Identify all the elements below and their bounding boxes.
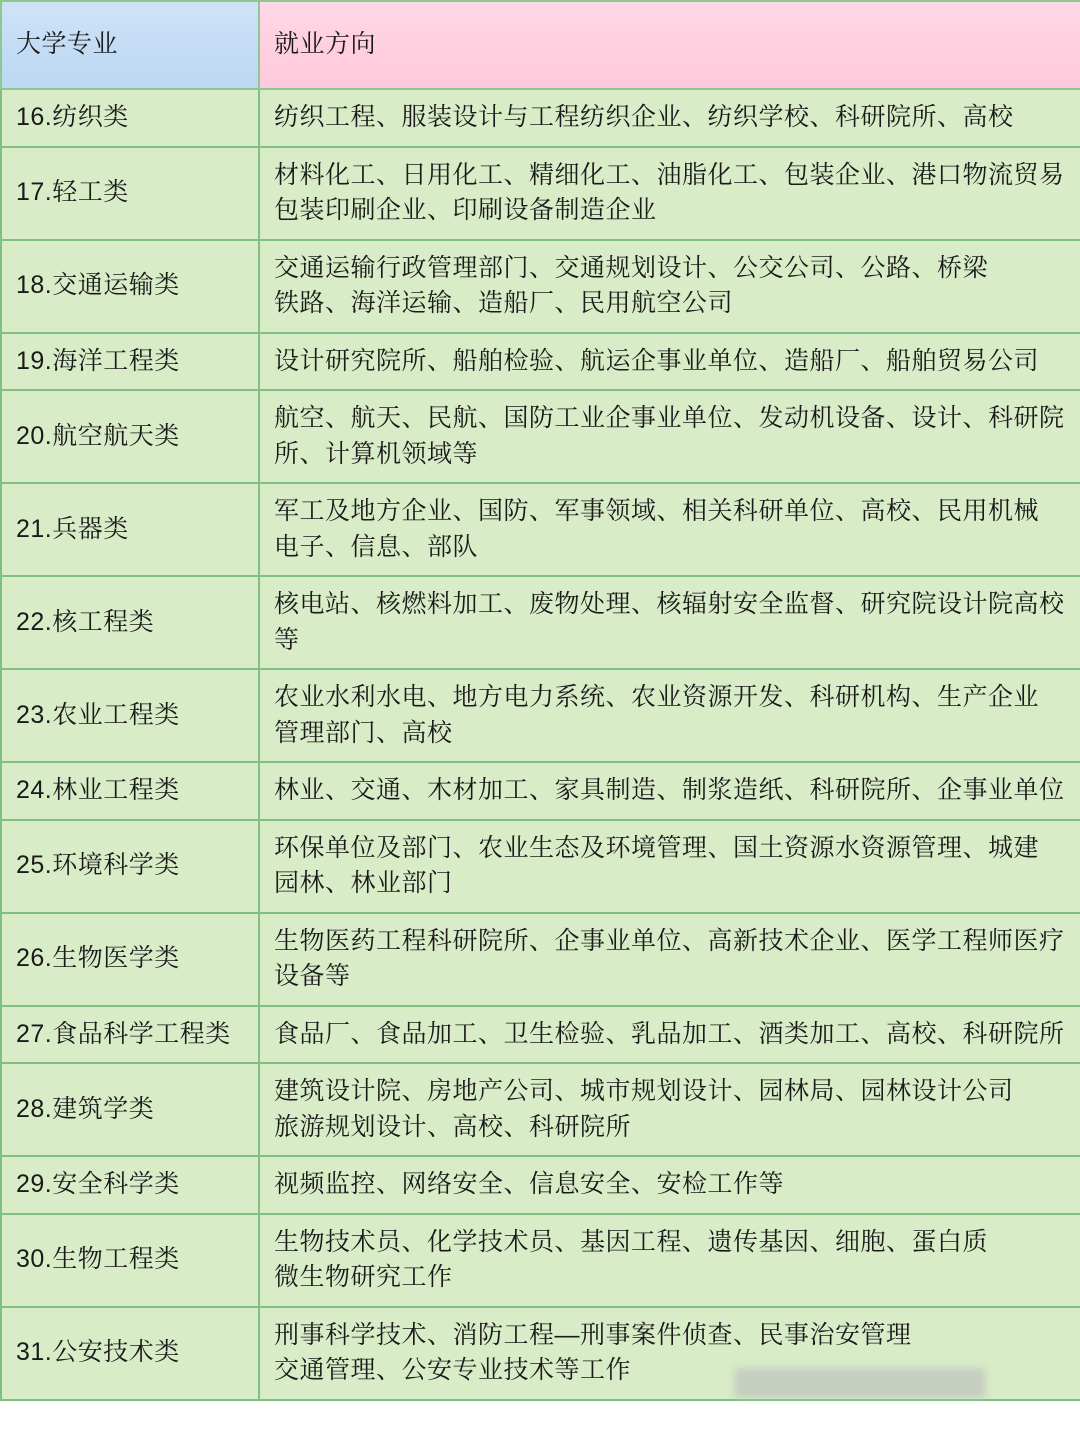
table-row [1,1063,1080,1156]
cell-major: 22.核工程类 [1,576,259,669]
cell-major: 27.食品科学工程类 [1,1006,259,1064]
cell-line: 微生物研究工作 [274,1263,453,1291]
cell-line: 生物医药工程科研院所、企事业单位、高新技术企业、医学工程师医疗 [274,926,1065,955]
cell-major: 28.建筑学类 [1,1063,259,1156]
cell-direction [259,1214,1080,1307]
cell-line: 航空、航天、民航、国防工业企事业单位、发动机设备、设计、科研院 [274,404,1065,432]
cell-major: 20.航空航天类 [1,390,259,483]
cell-direction [259,913,1080,1006]
cell-line: 交通运输行政管理部门、交通规划设计、公交公司、公路、桥梁 [274,253,989,282]
cell-major: 30.生物工程类 [1,1214,259,1307]
cell-line: 设计研究院所、船舶检验、航运企事业单位、造船厂、船舶贸易公司 [274,346,1040,375]
cell-line: 军工及地方企业、国防、军事领域、相关科研单位、高校、民用机械 [274,497,1040,525]
table-row [1,89,1080,147]
cell-direction [259,483,1080,576]
table-row [1,483,1080,576]
table-row [1,762,1080,820]
column-header-direction: 就业方向 [259,1,1080,89]
cell-line: 管理部门、高校 [274,718,453,747]
cell-line: 材料化工、日用化工、精细化工、油脂化工、包装企业、港口物流贸易 [274,160,1065,189]
table-row [1,147,1080,240]
cell-direction [259,147,1080,240]
cell-line: 等 [274,625,300,654]
table-body [1,89,1080,1400]
cell-major: 26.生物医学类 [1,913,259,1006]
cell-line: 旅游规划设计、高校、科研院所 [274,1112,632,1141]
table-row [1,1307,1080,1400]
table-header-row [1,1,1080,89]
cell-major: 19.海洋工程类 [1,333,259,391]
cell-line: 视频监控、网络安全、信息安全、安检工作等 [274,1170,785,1198]
table-row [1,913,1080,1006]
cell-major: 25.环境科学类 [1,820,259,913]
table-header [1,1,1080,89]
cell-line: 纺织工程、服装设计与工程纺织企业、纺织学校、科研院所、高校 [274,103,1014,131]
cell-line: 园林、林业部门 [274,869,453,897]
cell-line: 食品厂、食品加工、卫生检验、乳品加工、酒类加工、高校、科研院所 [274,1019,1065,1048]
cell-line: 林业、交通、木材加工、家具制造、制浆造纸、科研院所、企事业单位 [274,776,1065,804]
cell-line: 所、计算机领域等 [274,439,479,468]
table-row [1,576,1080,669]
cell-major: 23.农业工程类 [1,669,259,762]
cell-direction [259,669,1080,762]
cell-line: 农业水利水电、地方电力系统、农业资源开发、科研机构、生产企业 [274,683,1040,711]
cell-direction [259,820,1080,913]
table-row [1,240,1080,333]
cell-direction [259,762,1080,820]
cell-direction [259,1307,1080,1400]
cell-direction [259,1006,1080,1064]
cell-line: 包装印刷企业、印刷设备制造企业 [274,196,657,224]
cell-line: 电子、信息、部队 [274,532,479,561]
cell-major: 16.纺织类 [1,89,259,147]
table-row [1,820,1080,913]
cell-direction [259,1063,1080,1156]
column-header-major: 大学专业 [1,1,259,89]
cell-line: 核电站、核燃料加工、废物处理、核辐射安全监督、研究院设计院高校 [274,590,1065,618]
cell-direction [259,333,1080,391]
table-row [1,669,1080,762]
cell-major: 29.安全科学类 [1,1156,259,1214]
cell-major: 31.公安技术类 [1,1307,259,1400]
cell-line: 交通管理、公安专业技术等工作 [274,1356,632,1384]
cell-direction [259,89,1080,147]
cell-direction [259,576,1080,669]
cell-line: 环保单位及部门、农业生态及环境管理、国土资源水资源管理、城建 [274,833,1040,862]
cell-direction [259,390,1080,483]
cell-major: 24.林业工程类 [1,762,259,820]
cell-major: 18.交通运输类 [1,240,259,333]
cell-direction [259,240,1080,333]
cell-major: 21.兵器类 [1,483,259,576]
cell-direction [259,1156,1080,1214]
table-row [1,1006,1080,1064]
cell-line: 设备等 [274,962,351,990]
cell-line: 生物技术员、化学技术员、基因工程、遗传基因、细胞、蛋白质 [274,1227,989,1256]
cell-line: 刑事科学技术、消防工程—刑事案件侦查、民事治安管理 [274,1320,912,1349]
table-row [1,1156,1080,1214]
table-row [1,333,1080,391]
cell-major: 17.轻工类 [1,147,259,240]
table-row [1,1214,1080,1307]
cell-line: 建筑设计院、房地产公司、城市规划设计、园林局、园林设计公司 [274,1077,1014,1105]
cell-line: 铁路、海洋运输、造船厂、民用航空公司 [274,289,734,317]
table-row [1,390,1080,483]
